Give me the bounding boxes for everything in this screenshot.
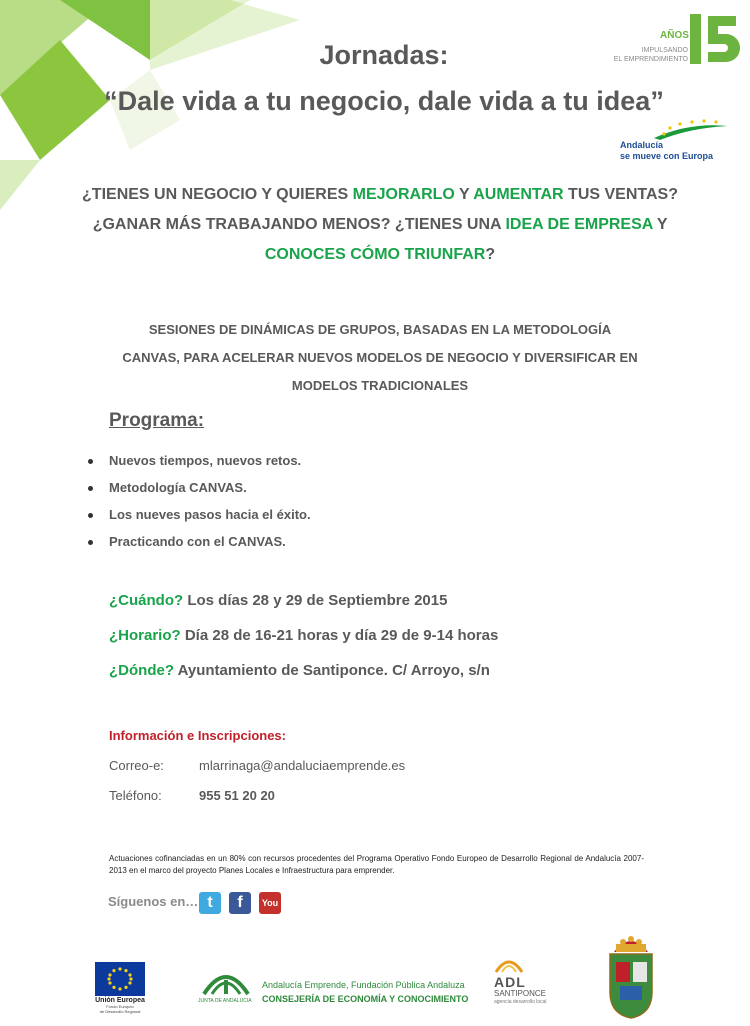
list-item: Los nueves pasos hacia el éxito. xyxy=(86,506,311,533)
phone-label: Teléfono: xyxy=(109,788,162,803)
bullet-icon xyxy=(88,486,93,491)
andalucia-line2: se mueve con Europa xyxy=(620,151,714,161)
eu-label: Unión Europea xyxy=(95,997,145,1004)
bullet-icon xyxy=(88,513,93,518)
highlight-idea-empresa: IDEA DE EMPRESA xyxy=(505,216,653,233)
title-jornadas: Jornadas: xyxy=(319,40,449,70)
bullet-icon xyxy=(88,459,93,464)
highlight-aumentar: AUMENTAR xyxy=(473,186,564,203)
junta-arch-icon xyxy=(198,964,254,998)
anniversary-tagline-1: IMPULSANDO xyxy=(641,47,688,54)
andalucia-europa-logo xyxy=(620,118,730,170)
anniversary-label: AÑOS xyxy=(660,30,689,41)
junta-line2: CONSEJERÍA DE ECONOMÍA Y CONOCIMIENTO xyxy=(262,994,469,1004)
program-list xyxy=(86,452,311,560)
junta-line1: Andalucía Emprende, Fundación Pública Andaluza xyxy=(262,980,465,990)
anniversary-15-icon xyxy=(688,10,740,68)
highlight-mejorarlo: MEJORARLO xyxy=(352,186,455,203)
sessions-description: SESIONES DE DINÁMICAS DE GRUPOS, BASADAS EN LA METODOLOGÍA CANVAS, PARA ACELERAR NUEVOS MODELOS DE NEGOCIO Y DIVERSIFICAR EN MODELOS TRADICIONALES xyxy=(122,322,638,393)
adl-arch-icon xyxy=(494,956,524,974)
andalucia-line1: Andalucía xyxy=(620,140,664,150)
email-label: Correo-e: xyxy=(109,758,164,773)
adl-subtitle: SANTIPONCE xyxy=(494,989,547,998)
where-line: ¿Dónde? Ayuntamiento de Santiponce. C/ Arroyo, s/n xyxy=(109,662,490,679)
phone-number[interactable]: 955 51 20 20 xyxy=(199,788,275,803)
headline: ¿TIENES UN NEGOCIO Y QUIERES MEJORARLO Y AUMENTAR TUS VENTAS? ¿GANAR MÁS TRABAJANDO MENOS? ¿TIENES UNA IDEA DE EMPRESA Y CONOCES CÓMO TRIUNFAR? xyxy=(82,186,678,263)
stars-swoosh-icon xyxy=(650,118,730,142)
twitter-icon[interactable]: t xyxy=(199,892,221,914)
list-item: Metodología CANVAS. xyxy=(86,479,311,506)
junta-small-label: JUNTA DE ANDALUCIA xyxy=(198,998,252,1004)
junta-andalucia-logo xyxy=(198,964,469,1006)
highlight-triunfar: CONOCES CÓMO TRIUNFAR xyxy=(264,246,486,263)
youtube-icon[interactable]: You xyxy=(259,892,281,914)
title-slogan: “Dale vida a tu negocio, dale vida a tu idea” xyxy=(104,86,664,116)
facebook-icon[interactable]: f xyxy=(229,892,251,914)
email-link[interactable]: mlarrinaga@andaluciaemprende.es xyxy=(199,758,406,773)
eu-flag-icon xyxy=(95,962,145,996)
eu-sub-2: de Desarrollo Regional xyxy=(99,1009,141,1014)
follow-us-label: Síguenos en… xyxy=(108,894,199,909)
adl-santiponce-logo xyxy=(492,956,572,1006)
bullet-icon xyxy=(88,540,93,545)
info-heading: Información e Inscripciones: xyxy=(109,728,286,743)
adl-caption: agencia desarrollo local xyxy=(494,999,547,1005)
list-item: Practicando con el CANVAS. xyxy=(86,533,311,560)
cofinancing-note: Actuaciones cofinanciadas en un 80% con recursos procedentes del Programa Operativo Fondo Europeo de Desarrollo Regional de Andalucía 2007-2013 en el marco del proyecto Planes Locales e Infraestructura para emprender. xyxy=(109,854,644,875)
eu-sub-1: Fondo Europeo xyxy=(106,1004,134,1009)
eu-logo xyxy=(95,962,145,1014)
program-heading: Programa: xyxy=(109,410,205,431)
anniversary-tagline-2: EL EMPRENDIMIENTO xyxy=(613,56,688,63)
anniversary-logo xyxy=(608,10,740,68)
coat-of-arms-icon xyxy=(606,930,656,1020)
list-item: Nuevos tiempos, nuevos retos. xyxy=(86,452,311,479)
adl-title: ADL xyxy=(494,974,526,990)
when-line: ¿Cuándo? Los días 28 y 29 de Septiembre 2015 xyxy=(109,592,448,609)
schedule-line: ¿Horario? Día 28 de 16-21 horas y día 29 de 9-14 horas xyxy=(109,627,499,644)
anniversary-number: 15 xyxy=(710,58,712,59)
